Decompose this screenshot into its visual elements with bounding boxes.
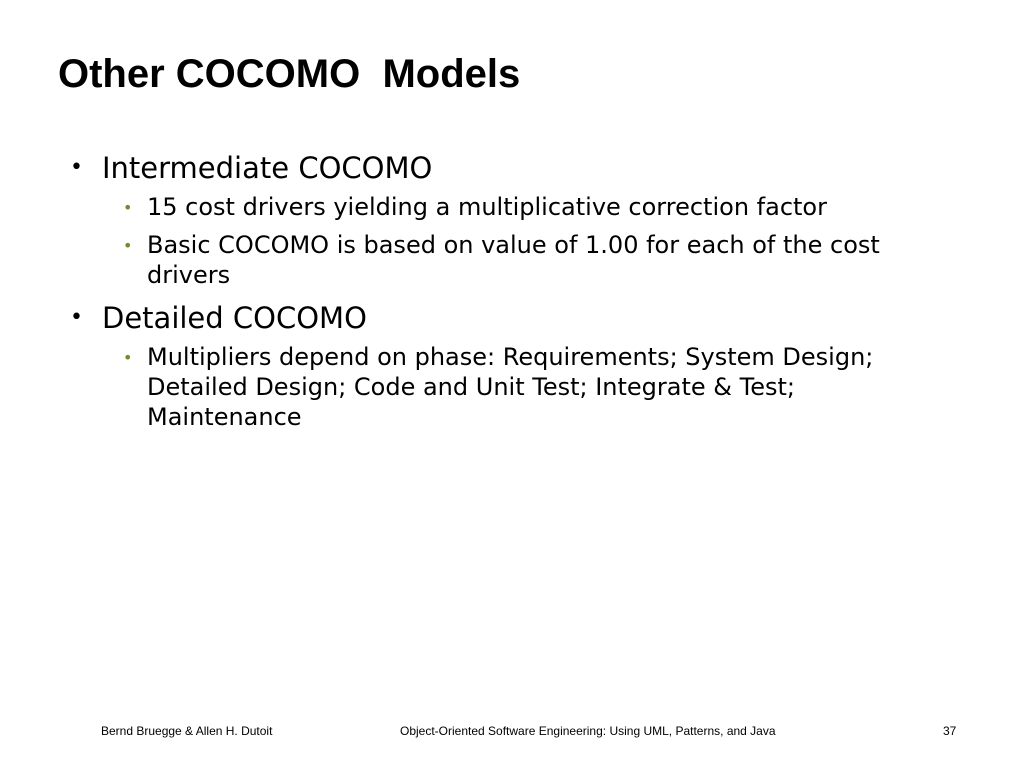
slide-title: Other COCOMO Models bbox=[58, 52, 521, 96]
sub-list-item bbox=[102, 192, 907, 222]
sub-bullet-icon: • bbox=[123, 348, 133, 367]
bullet-icon: • bbox=[70, 305, 83, 330]
sub-bullet-icon: • bbox=[123, 198, 133, 217]
sub-bullet-icon: • bbox=[123, 236, 133, 255]
footer-book-title: Object-Oriented Software Engineering: Using UML, Patterns, and Java bbox=[400, 724, 776, 738]
sub-list-item-text: Multipliers depend on phase: Requirements; System Design; Detailed Design; Code and Unit Test; Integrate & Test; Maintenance bbox=[147, 343, 874, 431]
sub-bullet-list bbox=[102, 192, 970, 290]
list-item-text: Intermediate COCOMO bbox=[102, 151, 433, 185]
list-item-detailed-cocomo bbox=[70, 298, 970, 432]
sub-list-item-text: 15 cost drivers yielding a multiplicative correction factor bbox=[147, 193, 827, 221]
sub-list-item bbox=[102, 342, 907, 432]
sub-bullet-list bbox=[102, 342, 970, 432]
footer-authors: Bernd Bruegge & Allen H. Dutoit bbox=[101, 724, 273, 738]
bullet-list bbox=[70, 148, 970, 440]
footer-page-number: 37 bbox=[943, 724, 957, 738]
list-item-intermediate-cocomo bbox=[70, 148, 970, 290]
sub-list-item-text: Basic COCOMO is based on value of 1.00 for each of the cost drivers bbox=[147, 231, 880, 289]
sub-list-item bbox=[102, 230, 907, 290]
bullet-icon: • bbox=[70, 155, 83, 180]
list-item-text: Detailed COCOMO bbox=[102, 301, 367, 335]
